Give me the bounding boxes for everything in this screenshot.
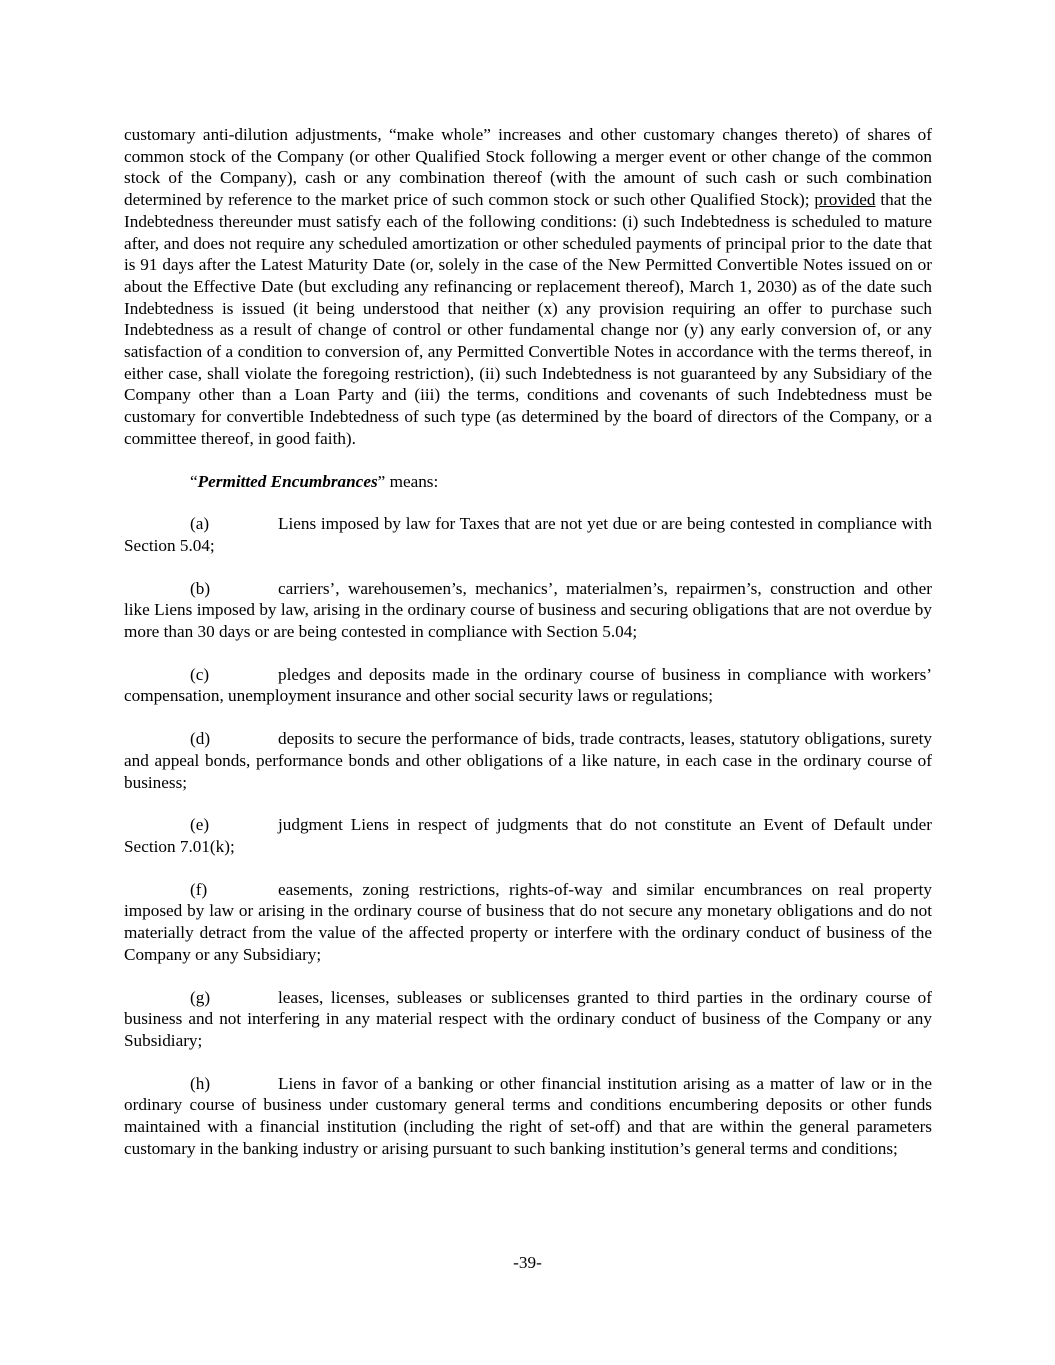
- item-text-d: deposits to secure the performance of bids, trade contracts, leases, statutory obligations, surety and appeal bonds, performance bonds and other obligations of a like nature, in each case in the ordinary course of business;: [124, 729, 932, 792]
- page-number: -39-: [513, 1253, 542, 1272]
- item-text-f: easements, zoning restrictions, rights-of-way and similar encumbrances on real property imposed by law or arising in the ordinary course of business that do not secure any monetary obligations and do not materially detract from the value of the affected property or interfere with the ordinary conduct of business of the Company or any Subsidiary;: [124, 879, 932, 964]
- document-body: [124, 124, 932, 1180]
- opening-text-before: customary anti-dilution adjustments, “make whole” increases and other customary changes thereto) of shares of common stock of the Company (or other Qualified Stock following a merger event or other change of the common stock of the Company), cash or any combination thereof (with the amount of such cash or such combination determined by reference to the market price of such common stock or such other Qualified Stock);: [124, 125, 932, 210]
- item-text-c: pledges and deposits made in the ordinary course of business in compliance with workers’ compensation, unemployment insurance and other social security laws or regulations;: [124, 664, 932, 706]
- list-item: [124, 578, 932, 643]
- item-text-g: leases, licenses, subleases or sublicenses granted to third parties in the ordinary course of business and not interfering in any material respect with the ordinary conduct of business of the Company or any Subsidiary;: [124, 987, 932, 1050]
- list-item: [124, 1073, 932, 1160]
- item-text-a: Liens imposed by law for Taxes that are not yet due or are being contested in compliance with Section 5.04;: [124, 514, 932, 555]
- item-label-a: (a): [190, 514, 210, 534]
- provided-underlined: provided: [814, 190, 876, 210]
- definition-close-quote: ”: [377, 471, 386, 491]
- list-item: [124, 987, 932, 1052]
- definition-open-quote: “: [190, 471, 198, 491]
- item-text-e: judgment Liens in respect of judgments that do not constitute an Event of Default under Section 7.01(k);: [124, 815, 932, 856]
- opening-text-after: that the Indebtedness thereunder must satisfy each of the following conditions: (i) such Indebtedness is scheduled to mature after, and does not require any scheduled amortization or other scheduled payments of principal prior to the date that is 91 days after the Latest Maturity Date (or, solely in the case of the New Permitted Convertible Notes issued on or about the Effective Date (but excluding any refinancing or replacement thereof), March 1, 2030) as of the date such Indebtedness is issued (it being understood that neither (x) any provision requiring an offer to purchase such Indebtedness as a result of change of control or other fundamental change nor (y) any early conversion of, or any satisfaction of a condition to conversion of, any Permitted Convertible Notes in accordance with the terms thereof, in either case, shall violate the foregoing restriction), (ii) such Indebtedness is not guaranteed by any Subsidiary of the Company other than a Loan Party and (iii) the terms, conditions and covenants of such Indebtedness must be customary for convertible Indebtedness of such type (as determined by the board of directors of the Company, or a committee thereof, in good faith).: [124, 190, 932, 448]
- list-item: [124, 664, 932, 707]
- item-label-f: (f): [190, 879, 208, 899]
- list-item: [124, 814, 932, 857]
- item-label-g: (g): [190, 987, 211, 1007]
- list-item: [124, 513, 932, 556]
- item-label-h: (h): [190, 1073, 211, 1093]
- definition-means: means:: [385, 471, 439, 491]
- item-text-b: carriers’, warehousemen’s, mechanics’, materialmen’s, repairmen’s, construction and other like Liens imposed by law, arising in the ordinary course of business and securing obligations that are not overdue by more than 30 days or are being contested in compliance with Section 5.04;: [124, 578, 932, 642]
- item-label-e: (e): [190, 815, 210, 835]
- list-item: [124, 728, 932, 793]
- item-label-b: (b): [190, 578, 211, 598]
- definition-term: Permitted Encumbrances: [197, 471, 378, 491]
- item-label-d: (d): [190, 729, 211, 749]
- list-item: [124, 879, 932, 966]
- item-label-c: (c): [190, 664, 210, 684]
- opening-paragraph: [124, 124, 932, 450]
- definition-heading: [124, 471, 932, 493]
- item-text-h: Liens in favor of a banking or other financial institution arising as a matter of law or in the ordinary course of business under customary general terms and conditions encumbering deposits or other funds maintained with a financial institution (including the right of set-off) and that are within the general parameters customary in the banking industry or arising pursuant to such banking institution’s general terms and conditions;: [124, 1073, 932, 1158]
